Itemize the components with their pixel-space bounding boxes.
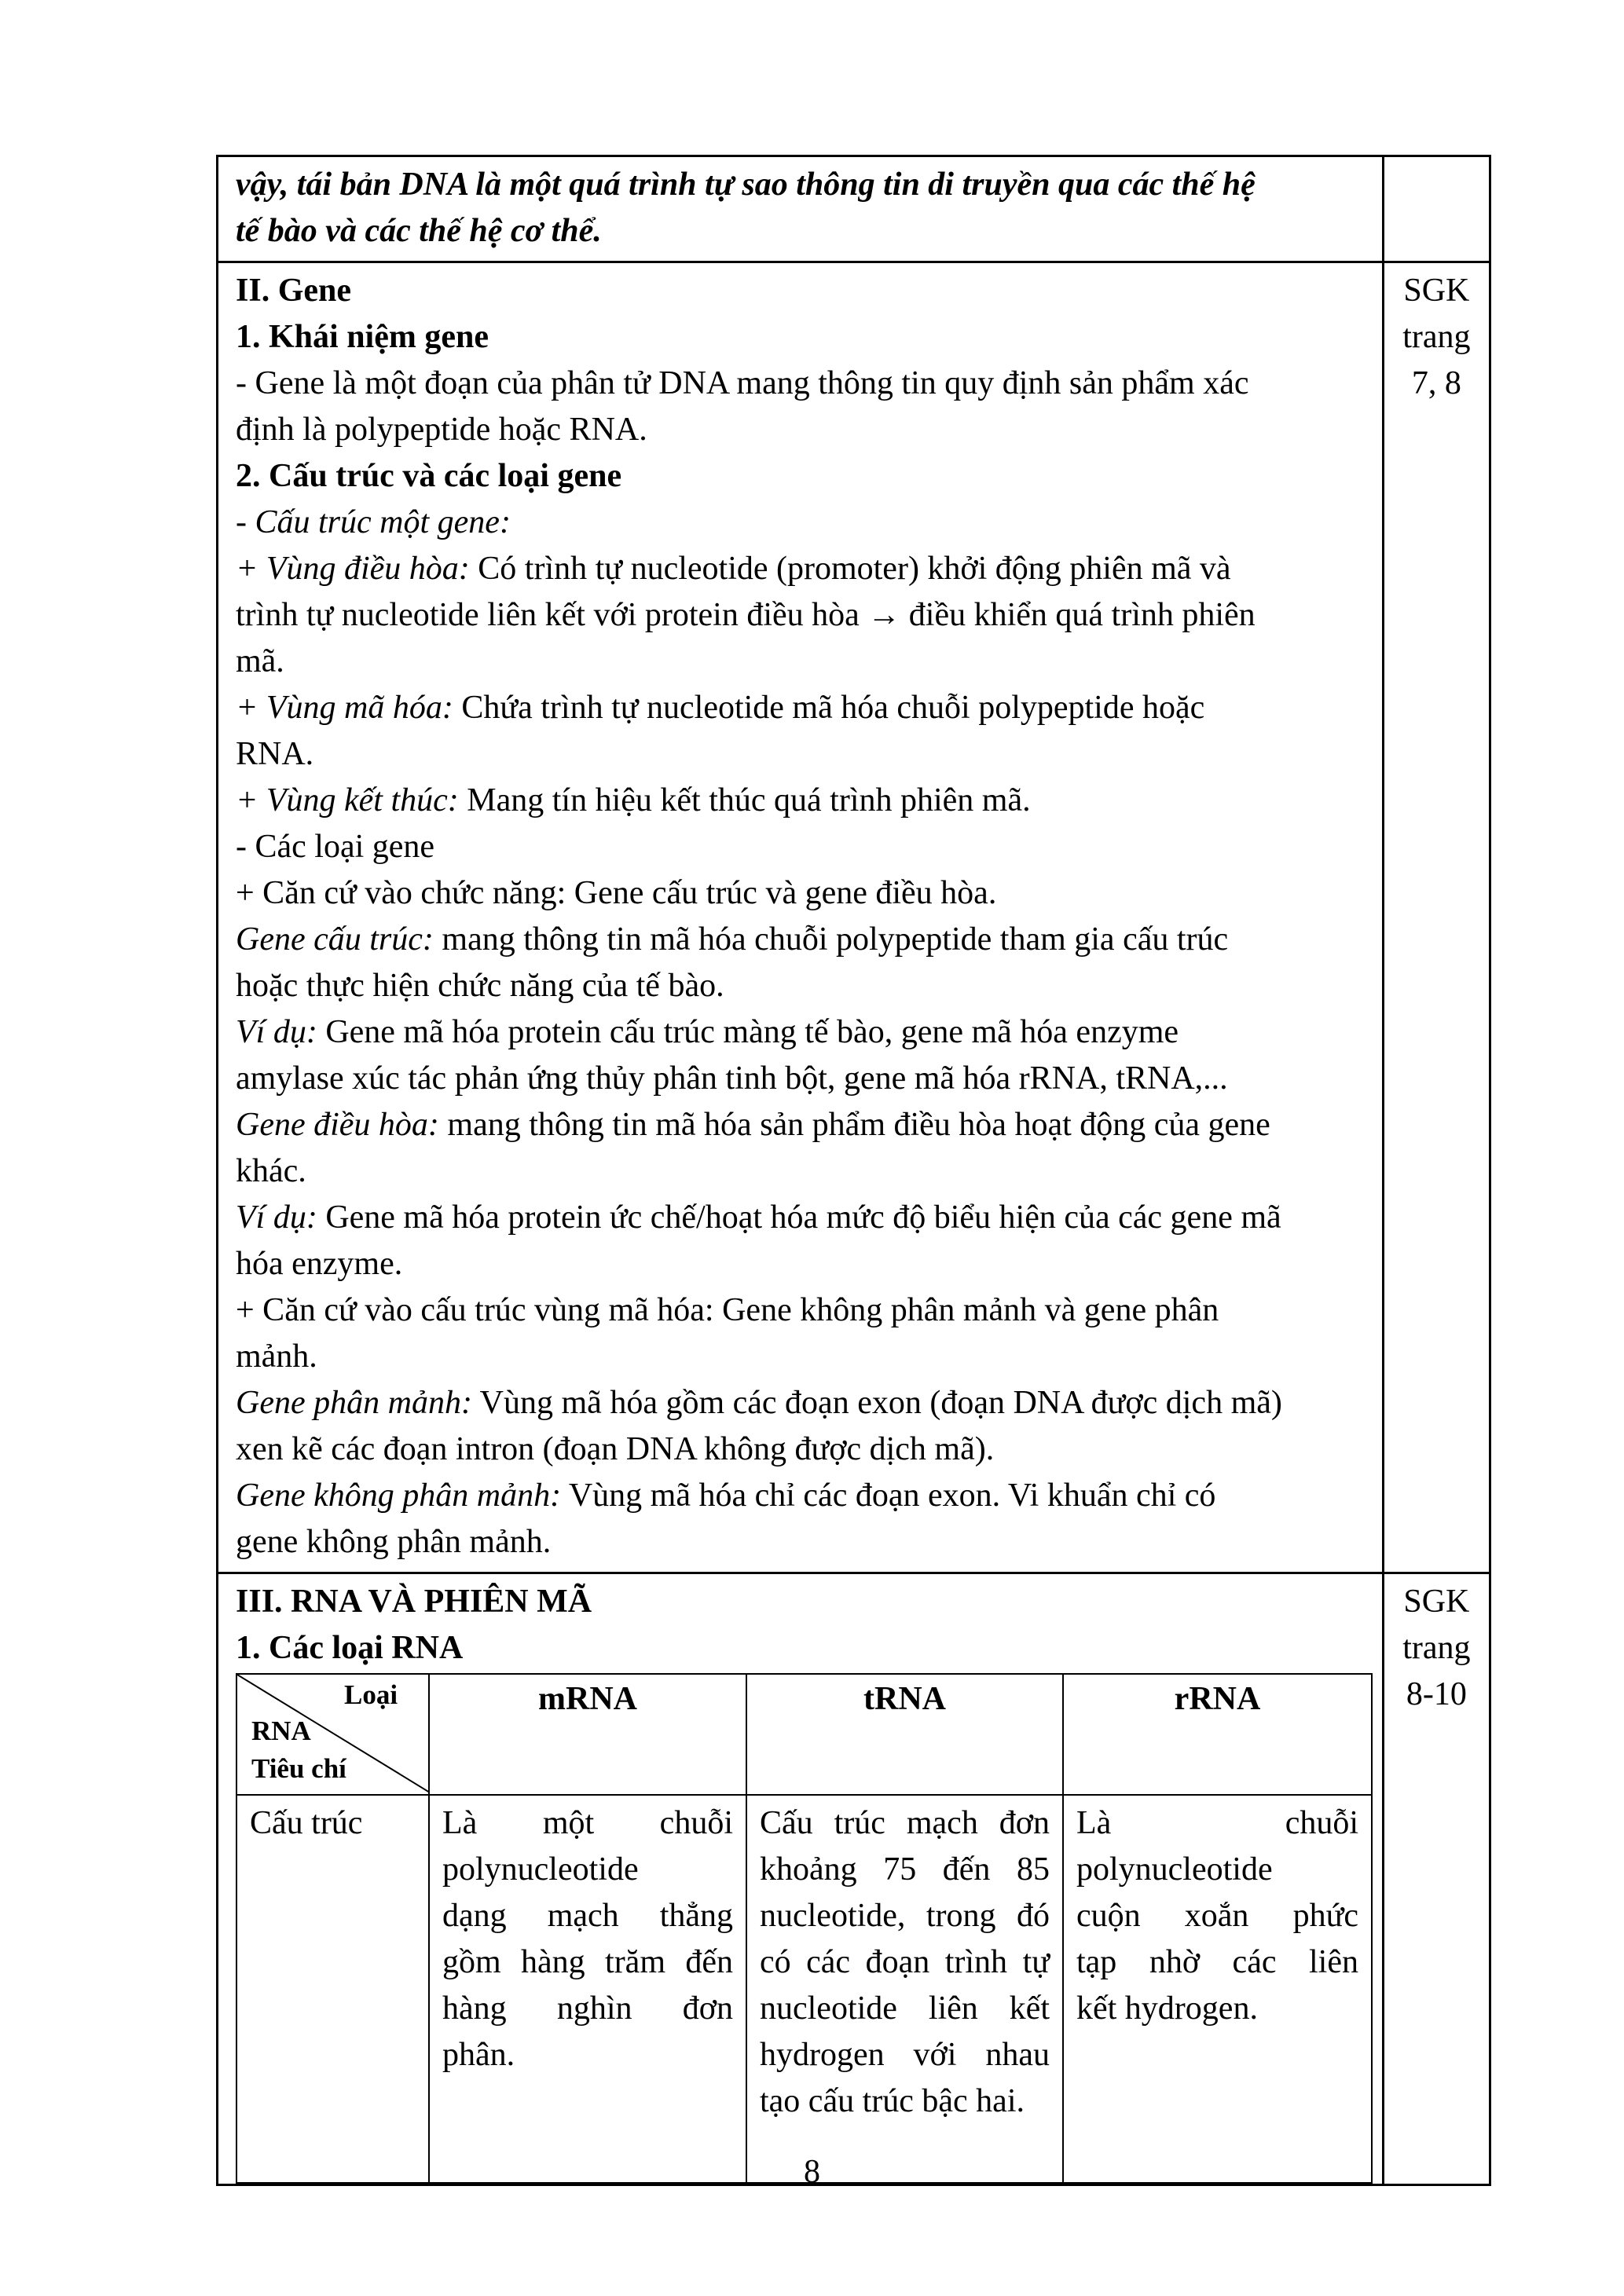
structural-gene-text-1: mang thông tin mã hóa chuỗi polypeptide tham gia cấu trúc <box>433 921 1229 958</box>
corner-label-rna: RNA <box>251 1716 311 1746</box>
structure-label: - Cấu trúc một gene: <box>236 504 511 540</box>
example-1-label: Ví dụ: <box>236 1014 317 1050</box>
nonsplit-gene-line-2: gene không phân mảnh. <box>236 1524 552 1560</box>
section-heading-rna: III. RNA VÀ PHIÊN MÃ <box>236 1584 592 1620</box>
cell-rrna-structure <box>1063 1795 1372 2183</box>
coding-region-line-1 <box>236 685 1366 731</box>
by-function-line: + Căn cứ vào chức năng: Gene cấu trúc và gene điều hòa. <box>236 875 997 911</box>
row-label-structure-text: Cấu trúc <box>250 1805 363 1841</box>
terminator-region-label: + Vùng kết thúc: <box>236 782 459 818</box>
mrna-line-2: polynucleotide <box>442 1851 639 1888</box>
by-structure-line-2: mảnh. <box>236 1338 317 1375</box>
subheading-gene-concept: 1. Khái niệm gene <box>236 319 489 355</box>
regulatory-gene-label: Gene điều hòa: <box>236 1107 439 1143</box>
subheading-gene-structure: 2. Cấu trúc và các loại gene <box>236 458 622 494</box>
subheading-rna-types: 1. Các loại RNA <box>236 1630 464 1666</box>
gene-content-cell <box>218 262 1384 1573</box>
column-header-trna: tRNA <box>746 1674 1063 1795</box>
section-heading-gene: II. Gene <box>236 273 351 309</box>
example-1-line-1 <box>236 1009 1366 1056</box>
continuation-cell <box>218 156 1384 262</box>
coding-region-line-2: RNA. <box>236 736 314 772</box>
structural-gene-label: Gene cấu trúc: <box>236 921 434 958</box>
trna-line-2: khoảng 75 đến 85 <box>760 1851 1050 1888</box>
lesson-table <box>216 155 1491 2186</box>
trna-line-5: nucleotide liên kết <box>760 1990 1050 2027</box>
regulatory-region-text-1: Có trình tự nucleotide (promoter) khởi động phiên mã và <box>469 551 1231 587</box>
rna-table-row-structure <box>236 1795 1372 2183</box>
coding-region-label: + Vùng mã hóa: <box>236 690 453 726</box>
terminator-region-text: Mang tín hiệu kết thúc quá trình phiên mã. <box>458 782 1031 818</box>
continuation-line-2: tế bào và các thế hệ cơ thể. <box>236 213 602 249</box>
gene-ref-cell <box>1383 262 1490 1573</box>
cell-mrna-structure <box>429 1795 746 2183</box>
rrna-line-1: Là chuỗi <box>1076 1805 1358 1841</box>
column-header-mrna: mRNA <box>429 1674 746 1795</box>
rna-ref-line-1: SGK <box>1403 1584 1470 1620</box>
gene-definition-line-2: định là polypeptide hoặc RNA. <box>236 412 647 448</box>
trna-line-7: tạo cấu trúc bậc hai. <box>760 2083 1025 2119</box>
example-2-line-2: hóa enzyme. <box>236 1246 403 1282</box>
example-1-text-1: Gene mã hóa protein cấu trúc màng tế bào, gene mã hóa enzyme <box>317 1014 1179 1050</box>
row-continuation <box>218 156 1490 262</box>
nonsplit-gene-text-1: Vùng mã hóa chỉ các đoạn exon. Vi khuẩn chỉ có <box>561 1478 1216 1514</box>
trna-line-1: Cấu trúc mạch đơn <box>760 1805 1050 1841</box>
corner-label-criteria: Tiêu chí <box>251 1753 346 1784</box>
mrna-line-6: phân. <box>442 2037 515 2073</box>
example-2-line-1 <box>236 1195 1366 1241</box>
example-1-line-2: amylase xúc tác phản ứng thủy phân tinh bột, gene mã hóa rRNA, tRNA,... <box>236 1060 1228 1097</box>
mrna-line-3: dạng mạch thẳng <box>442 1898 733 1934</box>
split-gene-text-1: Vùng mã hóa gồm các đoạn exon (đoạn DNA được dịch mã) <box>471 1385 1282 1421</box>
rrna-line-4: tạp nhờ các liên <box>1076 1944 1358 1980</box>
structural-gene-line-2: hoặc thực hiện chức năng của tế bào. <box>236 968 724 1004</box>
rrna-line-5: kết hydrogen. <box>1076 1990 1258 2027</box>
row-rna <box>218 1573 1490 2185</box>
corner-label-type: Loại <box>344 1679 398 1710</box>
nonsplit-gene-label: Gene không phân mảnh: <box>236 1478 562 1514</box>
row-label-structure <box>236 1795 429 2183</box>
mrna-line-5: hàng nghìn đơn <box>442 1990 733 2027</box>
example-2-text-1: Gene mã hóa protein ức chế/hoạt hóa mức độ biểu hiện của các gene mã <box>317 1199 1281 1236</box>
rrna-line-2: polynucleotide <box>1076 1851 1273 1888</box>
split-gene-line-1 <box>236 1380 1366 1426</box>
structural-gene-line-1 <box>236 917 1366 963</box>
terminator-region-line <box>236 778 1366 824</box>
regulatory-region-line-3: mã. <box>236 643 284 679</box>
gene-ref-line-3: 7, 8 <box>1411 365 1461 401</box>
mrna-line-4: gồm hàng trăm đến <box>442 1944 733 1980</box>
example-2-label: Ví dụ: <box>236 1199 317 1236</box>
cell-trna-structure <box>746 1795 1063 2183</box>
by-structure-line-1: + Căn cứ vào cấu trúc vùng mã hóa: Gene không phân mảnh và gene phân <box>236 1292 1219 1328</box>
regulatory-region-line-1 <box>236 546 1366 592</box>
gene-types-label: - Các loại gene <box>236 829 435 865</box>
column-header-rrna: rRNA <box>1063 1674 1372 1795</box>
page-number: 8 <box>804 2154 820 2190</box>
rna-table-header-row <box>236 1674 1372 1795</box>
gene-ref-line-1: SGK <box>1403 273 1470 309</box>
rna-ref-line-3: 8-10 <box>1406 1676 1467 1712</box>
nonsplit-gene-line-1 <box>236 1473 1366 1519</box>
continuation-ref-cell <box>1383 156 1490 262</box>
gene-ref-line-2: trang <box>1402 319 1471 355</box>
rrna-line-3: cuộn xoắn phức <box>1076 1898 1358 1934</box>
row-gene <box>218 262 1490 1573</box>
split-gene-line-2: xen kẽ các đoạn intron (đoạn DNA không được dịch mã). <box>236 1431 995 1467</box>
corner-header-cell <box>236 1674 429 1795</box>
split-gene-label: Gene phân mảnh: <box>236 1385 472 1421</box>
regulatory-region-line-2: trình tự nucleotide liên kết với protein điều hòa → điều khiển quá trình phiên <box>236 597 1256 633</box>
mrna-line-1: Là một chuỗi <box>442 1805 733 1841</box>
gene-definition-line-1: - Gene là một đoạn của phân tử DNA mang thông tin quy định sản phẩm xác <box>236 365 1249 401</box>
regulatory-gene-line-2: khác. <box>236 1153 306 1189</box>
continuation-line-1: vậy, tái bản DNA là một quá trình tự sao thông tin di truyền qua các thế hệ <box>236 167 1256 203</box>
rna-content-cell <box>218 1573 1384 2185</box>
rna-types-table <box>236 1673 1373 2184</box>
trna-line-4: có các đoạn trình tự <box>760 1944 1050 1980</box>
trna-line-6: hydrogen với nhau <box>760 2037 1050 2073</box>
coding-region-text-1: Chứa trình tự nucleotide mã hóa chuỗi polypeptide hoặc <box>453 690 1205 726</box>
regulatory-gene-line-1 <box>236 1102 1366 1148</box>
rna-ref-line-2: trang <box>1402 1630 1471 1666</box>
rna-ref-cell <box>1383 1573 1490 2185</box>
regulatory-gene-text-1: mang thông tin mã hóa sản phẩm điều hòa hoạt động của gene <box>438 1107 1270 1143</box>
trna-line-3: nucleotide, trong đó <box>760 1898 1050 1934</box>
regulatory-region-label: + Vùng điều hòa: <box>236 551 470 587</box>
